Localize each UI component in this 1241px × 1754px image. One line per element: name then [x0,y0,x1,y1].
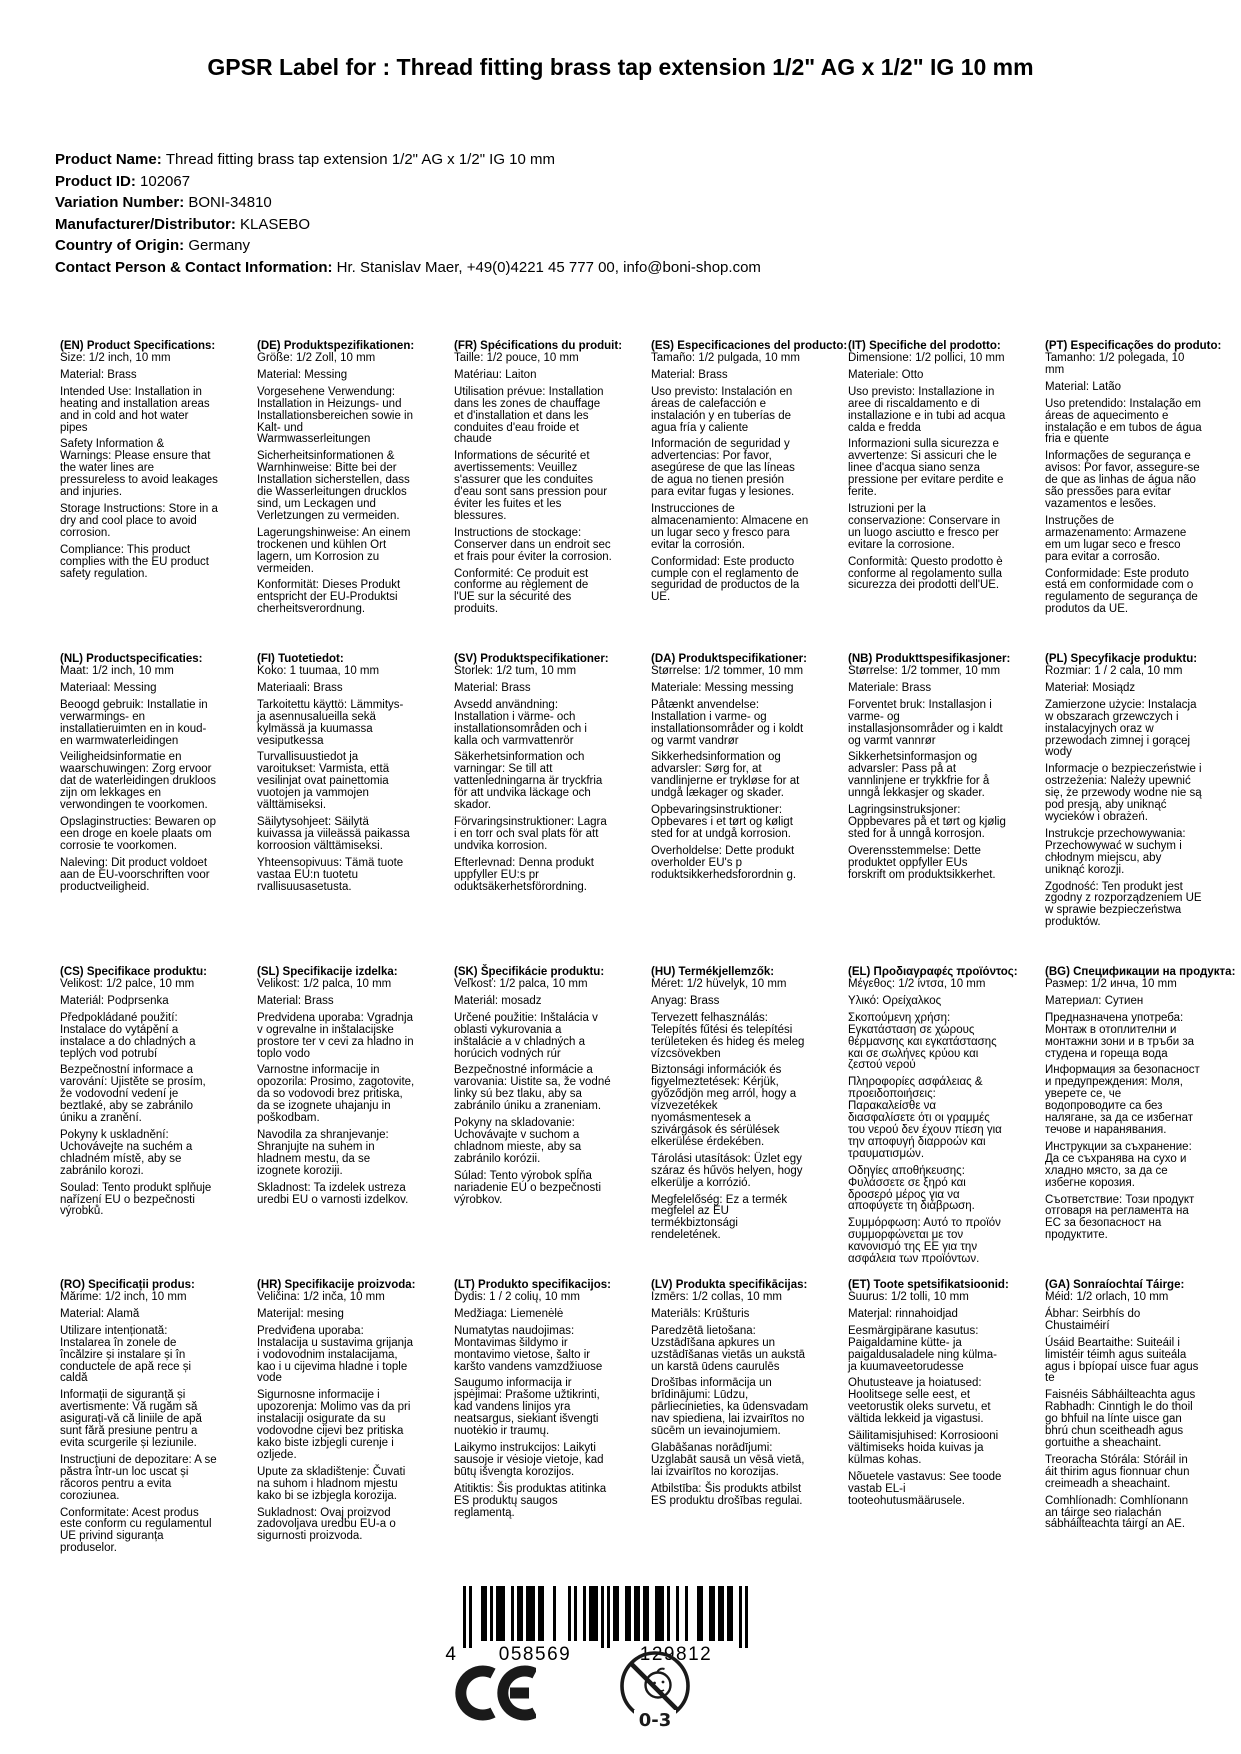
spec-paragraph: Инструкции за съхранение: Да се съхранява на сухо и хладно място, за да се избегне корозия. [1045,1140,1192,1189]
spec-block-nl [60,653,257,966]
spec-paragraph: Lagerungshinweise: An einem trockenen und kühlen Ort lagern, um Korrosion zu vermeiden. [257,526,411,575]
spec-paragraph: Materiaal: Messing [60,681,157,694]
spec-paragraph: Navodila za shranjevanje: Shranjujte na suhem in hladnem mestu, da se izognete koroziji. [257,1128,389,1177]
spec-paragraph: Uso pretendido: Instalação em áreas de aquecimento e instalação e em tubos de água fria e quente [1045,397,1202,446]
spec-paragraph: Naleving: Dit product voldoet aan de EU-voorschriften voor productveiligheid. [60,856,210,893]
spec-header: (ET) Toote spetsifikatsioonid: [848,1279,1009,1291]
spec-header: (CS) Specifikace produktu: [60,966,207,978]
spec-block-bg [1045,966,1241,1279]
spec-paragraph: Faisnéis Sábháilteachta agus Rabhadh: Cinntigh le do thoil go bhfuil na línte uisce gan bhrú chun sceitheadh agus gortuithe a sheachaint. [1045,1389,1196,1449]
spec-paragraph: Skladnost: Ta izdelek ustreza uredbi EU o varnosti izdelkov. [257,1181,409,1206]
spec-paragraph: Material: Messing [257,368,348,381]
spec-paragraph: Matériau: Laiton [454,368,537,381]
spec-paragraph: Säilytysohjeet: Säilytä kuivassa ja viileässä paikassa korroosion välttämiseksi. [257,815,410,852]
spec-header: (LT) Produkto specifikacijos: [454,1279,611,1291]
spec-paragraph: Tamaño: 1/2 pulgada, 10 mm [651,352,800,364]
spec-paragraph: Velikost: 1/2 palca, 10 mm [257,978,392,990]
spec-paragraph: Informații de siguranță și avertismente: Vă rugăm să asigurați-vă că liniile de apă sunt fără presiune pentru a evita scurgerile și leziunile. [60,1389,202,1449]
spec-paragraph: Storlek: 1/2 tum, 10 mm [454,665,577,677]
spec-paragraph: Materiale: Otto [848,368,924,381]
spec-paragraph: Съответствие: Този продукт отговаря на регламента на ЕС за безопасност на продуктите. [1045,1193,1195,1242]
spec-paragraph: Overensstemmelse: Dette produktet oppfyller EUs forskrift om produktsikkerhet. [848,844,996,881]
spec-paragraph: Informações de segurança e avisos: Por favor, assegure-se de que as linhas de água não são pressões para evitar vazamentos e lesões. [1045,450,1200,510]
product-info-value: KLASEBO [235,215,311,233]
product-info-label: Product ID: [55,172,136,190]
product-info-row [55,214,761,236]
spec-block-hr [257,1279,454,1592]
spec-paragraph: Konformität: Dieses Produkt entspricht der EU-Produktsi cherheitsverordnung. [257,579,401,616]
spec-paragraph: Materiāls: Krūšturis [651,1307,750,1320]
spec-paragraph: Pokyny k uskladnění: Uchovávejte na suchém a chladném místě, aby se zabránilo korozi. [60,1128,193,1177]
spec-block-et [848,1279,1045,1592]
product-info-row [55,171,761,193]
spec-paragraph: Instrucciones de almacenamiento: Almacene en un lugar seco y fresco para evitar la corrosión. [651,502,809,551]
spec-paragraph: Πληροφορίες ασφάλειας & προειδοποιήσεις: Παρακαλείσθε να διασφαλίσετε ότι οι γραμμές του νερού δεν έχουν πίεση για την αποφυγή διαρροών και τραυματισμών. [848,1076,1002,1160]
barcode-left-digits: 058569 [498,1644,572,1665]
spec-paragraph: Glabāšanas norādījumi: Uzglabāt sausā un vēsā vietā, lai izvairītos no korozijas. [651,1441,805,1478]
product-info-label: Country of Origin: [55,237,185,254]
spec-block-da [651,653,848,966]
spec-paragraph: Materiál: mosadz [454,994,542,1007]
product-info-value: Germany [184,237,251,254]
spec-block-lt [454,1279,651,1592]
spec-paragraph: Avsedd användning: Installation i värme- och installationsområden och i kalla och varmvattenrör [454,698,587,747]
ean13-barcode [430,1586,760,1668]
spec-paragraph: Informacje o bezpieczeństwie i ostrzeżenia: Należy upewnić się, że przewody wodne nie są pod presją, aby uniknąć wycieków i obrażeń. [1045,763,1202,823]
spec-paragraph: Material: Alamă [60,1307,140,1320]
age-warning-label: 0-3 [638,1710,672,1731]
product-info-row [55,149,761,171]
spec-paragraph: Uso previsto: Instalación en áreas de calefacción e instalación y en tuberías de agua fría y caliente [651,385,793,434]
spec-paragraph: Veiligheidsinformatie en waarschuwingen: Zorg ervoor dat de waterleidingen drukloos zijn om lekkages en verwondingen te voorkomen. [60,751,216,812]
spec-block-pl [1045,653,1241,966]
spec-paragraph: Varnostne informacije in opozorila: Prosimo, zagotovite, da so vodovodi brez pritiska, da se izognete uhajanju in poškodbam. [257,1064,415,1125]
spec-paragraph: Bezpečnostné informácie a varovania: Uistite sa, že vodné linky sú bez tlaku, aby sa zabránilo úniku a zraneniam. [454,1064,611,1113]
barcode-right-digits: 129812 [639,1644,713,1665]
product-info-value: BONI-34810 [184,194,272,211]
spec-paragraph: Materiál: Podprsenka [60,994,169,1007]
spec-paragraph: Οδηγίες αποθήκευσης: Φυλάσσετε σε ξηρό και δροσερό μέρος για να αποφύγετε τη διάβρωση. [848,1164,975,1213]
spec-header: (DA) Produktspecifikationer: [651,653,807,665]
spec-block-it [848,340,1045,653]
spec-header: (GA) Sonraíochtaí Táirge: [1045,1279,1185,1291]
spec-paragraph: Informations de sécurité et avertissements: Veuillez s'assurer que les conduites d'eau sont sans pression pour éviter les fuites et les blessures. [454,450,608,522]
spec-paragraph: Sicherheitsinformationen & Warnhinweise: Bitte bei der Installation sicherstellen, dass die Wasserleitungen drucklos sind, um Leckagen und Verletzungen zu vermeiden. [257,450,410,522]
product-info-value: Thread fitting brass tap extension 1/2" AG x 1/2" IG 10 mm [161,151,556,168]
spec-paragraph: Tarkoitettu käyttö: Lämmitys- ja asennusalueilla sekä kylmässä ja kuumassa vesiputkessa [257,698,404,747]
spec-header: (EN) Product Specifications: [60,340,216,352]
spec-header: (PT) Especificações do produto: [1045,340,1222,352]
spec-paragraph: Taille: 1/2 pouce, 10 mm [454,352,579,364]
spec-paragraph: Tamanho: 1/2 polegada, 10 mm [1045,352,1185,376]
spec-paragraph: Lagringsinstruksjoner: Oppbevares på et tørt og kjølig sted for å unngå korrosjon. [848,804,1006,840]
spec-header: (ES) Especificaciones del producto: [651,340,848,352]
spec-paragraph: Förvaringsinstruktioner: Lagra i en torr och sval plats för att undvika korrosion. [454,815,607,852]
spec-paragraph: Size: 1/2 inch, 10 mm [60,352,171,364]
product-info-label: Product Name: [55,151,162,168]
spec-paragraph: Ohutusteave ja hoiatused: Hoolitsege selle eest, et veetorustik oleks survetu, et vältida lekkeid ja vigastusi. [848,1377,991,1426]
spec-paragraph: Eesmärgipärane kasutus: Paigaldamine kütte- ja paigaldusaladele ning külma- ja kuumaveetorudesse [848,1324,997,1373]
spec-paragraph: Materiale: Brass [848,681,932,694]
spec-paragraph: Größe: 1/2 Zoll, 10 mm [257,352,376,364]
spec-header: (IT) Specifiche del prodotto: [848,340,1001,352]
spec-paragraph: Comhlíonadh: Comhlíonann an táirge seo rialachán sábháilteachta táirgí an AE. [1045,1494,1189,1531]
product-info-value: Hr. Stanislav Maer, +49(0)4221 45 777 00, info@boni-shop.com [332,258,761,276]
spec-paragraph: Conformità: Questo prodotto è conforme al regolamento sulla sicurezza dei prodotti dell'UE. [848,555,1003,592]
spec-paragraph: Safety Information & Warnings: Please ensure that the water lines are pressureless to avoid leakages and injuries. [60,438,218,499]
product-info-label: Manufacturer/Distributor: [55,215,236,233]
spec-paragraph: Rozmiar: 1 / 2 cala, 10 mm [1045,665,1183,677]
spec-paragraph: Opbevaringsinstruktioner: Opbevares i et tørt og køligt sted for at undgå korrosion. [651,804,793,840]
product-info-section [55,149,761,278]
spec-paragraph: Uso previsto: Installazione in aree di riscaldamento e di installazione e in tubi ad acqua calda e fredda [848,385,1006,434]
spec-paragraph: Paredzētā lietošana: Uzstādīšana apkures un uzstādīšanas vietās un aukstā un karstā ūdens caurulēs [651,1324,806,1373]
spec-paragraph: Materiał: Mosiądz [1045,681,1136,694]
spec-block-el [848,966,1045,1279]
spec-paragraph: Numatytas naudojimas: Montavimas šildymo ir montavimo vietose, šalto ir karšto vandens vamzdžiuose [454,1324,603,1373]
spec-paragraph: Upute za skladištenje: Čuvati na suhom i hladnom mjestu kako bi se izbjegla korozija. [257,1465,406,1502]
spec-header: (NB) Produkttspesifikasjoner: [848,653,1011,665]
spec-block-ga [1045,1279,1241,1592]
product-info-row [55,235,761,257]
spec-paragraph: Nõuetele vastavus: See toode vastab EL-i tooteohutusmäärusele. [848,1470,1002,1507]
spec-paragraph: Předpokládané použití: Instalace do vytápění a instalace a do chladných a teplých vod potrubí [60,1011,196,1060]
spec-paragraph: Materiaali: Brass [257,681,343,694]
spec-paragraph: Suurus: 1/2 tolli, 10 mm [848,1291,969,1303]
spec-paragraph: Material: Brass [454,681,531,694]
spec-paragraph: Conformité: Ce produit est conforme au règlement de l'UE sur la sécurité des produits. [454,567,589,616]
spec-paragraph: Υλικό: Ορείχαλκος [848,994,942,1007]
spec-block-sk [454,966,651,1279]
spec-paragraph: Predviđena uporaba: Instalacija u sustavima grijanja i vodovodnim instalacijama, kao i u cijevima hladne i tople vode [257,1324,413,1385]
spec-paragraph: Forventet bruk: Installasjon i varme- og installasjonsområder og i kaldt og varmt vannrør [848,698,1003,747]
spec-paragraph: Veľkosť: 1/2 palca, 10 mm [454,978,588,990]
spec-paragraph: Zgodność: Ten produkt jest zgodny z rozporządzeniem UE w sprawie bezpieczeństwa produktów. [1045,880,1202,929]
spec-paragraph: Anyag: Brass [651,994,720,1007]
spec-paragraph: Yhteensopivuus: Tämä tuote vastaa EU:n tuotetu rvallisuusasetusta. [257,856,404,893]
spec-paragraph: Sigurnosne informacije i upozorenja: Molimo vas da pri instalaciji osigurate da su vodovodne cijevi bez pritiska kako biste izbjegli curenje i ozljede. [257,1389,411,1461]
spec-header: (EL) Προδιαγραφές προϊόντος: [848,966,1018,978]
spec-paragraph: Opslaginstructies: Bewaren op een droge en koele plaats om corrosie te voorkomen. [60,815,216,852]
spec-paragraph: Информация за безопасност и предупреждения: Моля, уверете се, че водопроводите са без налягане, за да се избегнат течове и наранявания. [1045,1064,1200,1136]
spec-paragraph: Sikkerhetsinformasjon og advarsler: Pass på at vannlinjene er trykkfrie for å unngå lekkasjer og skader. [848,751,990,800]
spec-paragraph: Säkerhetsinformation och varningar: Se till att vattenledningarna är tryckfria för att undvika läckage och skador. [454,751,603,812]
spec-header: (SK) Špecifikácie produktu: [454,966,605,978]
spec-paragraph: Material: Latão [1045,380,1122,393]
spec-paragraph: Instruções de armazenamento: Armazene em um lugar seco e fresco para evitar a corrosão. [1045,514,1187,563]
spec-block-sl [257,966,454,1279]
product-info-row [55,257,761,279]
spec-paragraph: Maat: 1/2 inch, 10 mm [60,665,174,677]
spec-block-ro [60,1279,257,1592]
spec-paragraph: Intended Use: Installation in heating and installation areas and in cold and hot water pipes [60,385,210,434]
spec-paragraph: Предназначена употреба: Монтаж в отоплителни и монтажни зони и в тръби за студена и гореща вода [1045,1011,1195,1060]
spec-block-es [651,340,848,653]
language-specs-grid [60,340,1241,1592]
product-info-label: Contact Person & Contact Information: [55,258,333,276]
spec-paragraph: Μέγεθος: 1/2 ίντσα, 10 mm [848,978,986,990]
spec-paragraph: Tervezett felhasználás: Telepítés fűtési és telepítési területeken és hideg és meleg vízcsövekben [651,1011,805,1060]
spec-header: (PL) Specyfikacje produktu: [1045,653,1198,665]
spec-paragraph: Conformidade: Este produto está em conformidade com o regulamento de segurança de produtos da UE. [1045,567,1198,616]
spec-block-de [257,340,454,653]
spec-header: (DE) Produktspezifikationen: [257,340,415,352]
spec-paragraph: Συμμόρφωση: Αυτό το προϊόν συμμορφώνεται με τον κανονισμό της ΕΕ για την ασφάλεια των προϊόντων. [848,1217,1001,1266]
spec-paragraph: Drošības informācija un brīdinājumi: Lūdzu, pārliecinieties, ka ūdensvadam nav spiediena, lai izvairītos no sūcēm un ievainojumiem. [651,1377,809,1438]
spec-header: (HU) Termékjellemzők: [651,966,775,978]
spec-paragraph: Laikymo instrukcijos: Laikyti sausoje ir vėsioje vietoje, kad būtų išvengta korozijos. [454,1441,604,1478]
spec-paragraph: Treoracha Stórála: Stóráil in áit thirim agus fionnuar chun creimeadh a sheachaint. [1045,1453,1190,1490]
spec-block-cs [60,966,257,1279]
spec-paragraph: Biztonsági információk és figyelmeztetések: Kérjük, győződjön meg arról, hogy a vízvezetékek nyomásmentesek a szivárgások és sérülések elkerülése érdekében. [651,1064,797,1148]
spec-paragraph: Información de seguridad y advertencias: Por favor, asegúrese de que las líneas de agua no tienen presión para evitar fugas y lesiones. [651,438,795,499]
spec-paragraph: Dydis: 1 / 2 colių, 10 mm [454,1291,580,1303]
spec-block-fr [454,340,651,653]
barcode-bars [430,1586,760,1648]
spec-header: (SL) Specifikacije izdelka: [257,966,398,978]
spec-paragraph: Ábhar: Seirbhís do Chustaiméirí [1045,1307,1141,1332]
spec-paragraph: Veličina: 1/2 inča, 10 mm [257,1291,385,1303]
spec-paragraph: Conformidad: Este producto cumple con el reglamento de seguridad de productos de la UE. [651,555,800,604]
spec-paragraph: Zamierzone użycie: Instalacja w obszarach grzewczych i instalacyjnych oraz w przewodach zimnej i gorącej wody [1045,698,1197,759]
spec-paragraph: Atbilstība: Šis produkts atbilst ES produktu drošības regulai. [651,1482,803,1507]
spec-paragraph: Säilitamisjuhised: Korrosiooni vältimiseks hoida kuivas ja külmas kohas. [848,1430,999,1466]
spec-paragraph: Informazioni sulla sicurezza e avvertenze: Si assicuri che le linee d'acqua siano senza pressione per evitare perdite e ferite. [848,438,1004,499]
spec-header: (HR) Specifikacije proizvoda: [257,1279,416,1291]
spec-paragraph: Størrelse: 1/2 tommer, 10 mm [651,665,804,677]
spec-block-pt [1045,340,1241,653]
product-info-label: Variation Number: [55,194,185,211]
age-warning-0-3-icon [618,1646,692,1744]
page-title: GPSR Label for : Thread fitting brass tap extension 1/2" AG x 1/2" IG 10 mm [207,54,1034,80]
spec-paragraph: Istruzioni per la conservazione: Conservare in un luogo asciutto e fresco per evitare la corrosione. [848,502,1001,551]
spec-paragraph: Compliance: This product complies with the EU product safety regulation. [60,543,209,580]
spec-paragraph: Koko: 1 tuumaa, 10 mm [257,665,380,677]
spec-paragraph: Материал: Сутиен [1045,994,1144,1007]
spec-block-sv [454,653,651,966]
spec-paragraph: Instructions de stockage: Conserver dans un endroit sec et frais pour éviter la corrosion. [454,526,612,563]
spec-paragraph: Σκοπούμενη χρήση: Εγκατάσταση σε χώρους θέρμανσης και εγκατάστασης και σε σωλήνες κρύου και ζεστού νερού [848,1011,997,1072]
spec-paragraph: Súlad: Tento výrobok spĺňa nariadenie EÚ o bezpečnosti výrobkov. [454,1169,602,1206]
spec-paragraph: Размер: 1/2 инча, 10 mm [1045,978,1177,990]
spec-paragraph: Instrucțiuni de depozitare: A se păstra într-un loc uscat și răcoros pentru a evita coroziunea. [60,1453,217,1502]
spec-block-hu [651,966,848,1279]
product-info-row [55,192,761,214]
spec-block-fi [257,653,454,966]
spec-header: (FR) Spécifications du produit: [454,340,623,352]
spec-paragraph: Pokyny na skladovanie: Uchovávajte v suchom a chladnom mieste, aby sa zabránilo korózii. [454,1117,582,1165]
spec-header: (BG) Спецификации на продукта: [1045,966,1236,978]
spec-paragraph: Bezpečnostní informace a varování: Ujistěte se prosím, že vodovodní vedení je beztlaké, aby se zabránilo úniku a zranění. [60,1064,206,1125]
spec-block-nb [848,653,1045,966]
spec-paragraph: Størrelse: 1/2 tommer, 10 mm [848,665,1001,677]
spec-paragraph: Tárolási utasítások: Üzlet egy száraz és hűvös helyen, hogy elkerülje a korrózió. [651,1152,803,1189]
spec-header: (LV) Produkta specifikācijas: [651,1279,808,1291]
spec-header: (FI) Tuotetiedot: [257,653,344,665]
spec-block-en [60,340,257,653]
spec-paragraph: Materjal: rinnahoidjad [848,1307,958,1320]
spec-paragraph: Materiale: Messing messing [651,681,794,694]
spec-paragraph: Overholdelse: Dette produkt overholder EU's p roduktsikkerhedsforordnin g. [651,844,797,881]
spec-paragraph: Materijal: mesing [257,1307,344,1320]
spec-paragraph: Sukladnost: Ovaj proizvod zadovoljava uredbu EU-a o sigurnosti proizvoda. [257,1506,396,1543]
barcode-prefix-digit: 4 [445,1644,456,1665]
spec-paragraph: Material: Brass [257,994,334,1007]
spec-paragraph: Izmērs: 1/2 collas, 10 mm [651,1291,783,1303]
spec-paragraph: Mărime: 1/2 inch, 10 mm [60,1291,187,1303]
spec-paragraph: Material: Brass [60,368,137,381]
spec-paragraph: Dimensione: 1/2 pollici, 10 mm [848,352,1005,364]
spec-paragraph: Medžiaga: Liemenėlė [454,1307,564,1320]
spec-paragraph: Méret: 1/2 hüvelyk, 10 mm [651,978,787,990]
spec-paragraph: Vorgesehene Verwendung: Installation in Heizungs- und Installationsbereichen sowie in Kalt- und Warmwasserleitungen [257,385,413,446]
spec-paragraph: Instrukcje przechowywania: Przechowywać w suchym i chłodnym miejscu, aby uniknąć korozji. [1045,827,1186,876]
spec-block-lv [651,1279,848,1592]
spec-paragraph: Påtænkt anvendelse: Installation i varme- og installationsområder og i koldt og varmt vandrør [651,698,804,747]
spec-paragraph: Soulad: Tento produkt splňuje nařízení EU o bezpečnosti výrobků. [60,1181,212,1218]
spec-header: (RO) Specificații produs: [60,1279,195,1291]
spec-paragraph: Material: Brass [651,368,728,381]
spec-header: (SV) Produktspecifikationer: [454,653,609,665]
ce-mark-icon [452,1662,536,1724]
spec-paragraph: Turvallisuustiedot ja varoitukset: Varmista, että vesilinjat ovat painettomia vuotojen ja vammojen välttämiseksi. [257,751,390,812]
spec-paragraph: Storage Instructions: Store in a dry and cool place to avoid corrosion. [60,502,218,539]
product-info-value: 102067 [135,172,191,190]
spec-paragraph: Velikost: 1/2 palce, 10 mm [60,978,195,990]
spec-paragraph: Saugumo informacija ir įspėjimai: Prašome užtikrinti, kad vandens linijos yra neatsargus, siekiant išvengti nuotėkio ir traumų. [454,1377,600,1438]
spec-paragraph: Conformitate: Acest produs este conform cu regulamentul UE privind siguranța produselor. [60,1506,212,1555]
spec-header: (NL) Productspecificaties: [60,653,203,665]
spec-paragraph: Určené použitie: Inštalácia v oblasti vykurovania a inštalácie a v chladných a horúcich vodných rúr [454,1011,598,1060]
spec-paragraph: Predvidena uporaba: Vgradnja v ogrevalne in inštalacijske prostore ter v cevi za hladno in toplo vodo [257,1011,414,1060]
spec-paragraph: Úsáid Beartaithe: Suiteáil i limistéir téimh agus suiteála agus i bpíopaí uisce fuar agus te [1045,1336,1199,1385]
spec-paragraph: Atitiktis: Šis produktas atitinka ES produktų saugos reglamentą. [454,1482,607,1519]
spec-paragraph: Méid: 1/2 orlach, 10 mm [1045,1291,1169,1303]
spec-paragraph: Efterlevnad: Denna produkt uppfyller EU:s pr oduktsäkerhetsförordning. [454,856,595,893]
spec-paragraph: Megfelelőség: Ez a termék megfelel az EU termékbiztonsági rendeletének. [651,1193,788,1242]
spec-paragraph: Sikkerhedsinformation og advarsler: Sørg for, at vandlinjerne er trykløse for at undgå lækager og skader. [651,751,800,800]
spec-paragraph: Utilisation prévue: Installation dans les zones de chauffage et d'installation et dans les conduites d'eau froide et chaude [454,385,604,446]
spec-paragraph: Utilizare intenționată: Instalarea în zonele de încălzire și instalare și în conductele de apă rece și caldă [60,1324,192,1385]
spec-paragraph: Beoogd gebruik: Installatie in verwarmings- en installatieruimten en in koud- en warmwaterleidingen [60,698,208,747]
